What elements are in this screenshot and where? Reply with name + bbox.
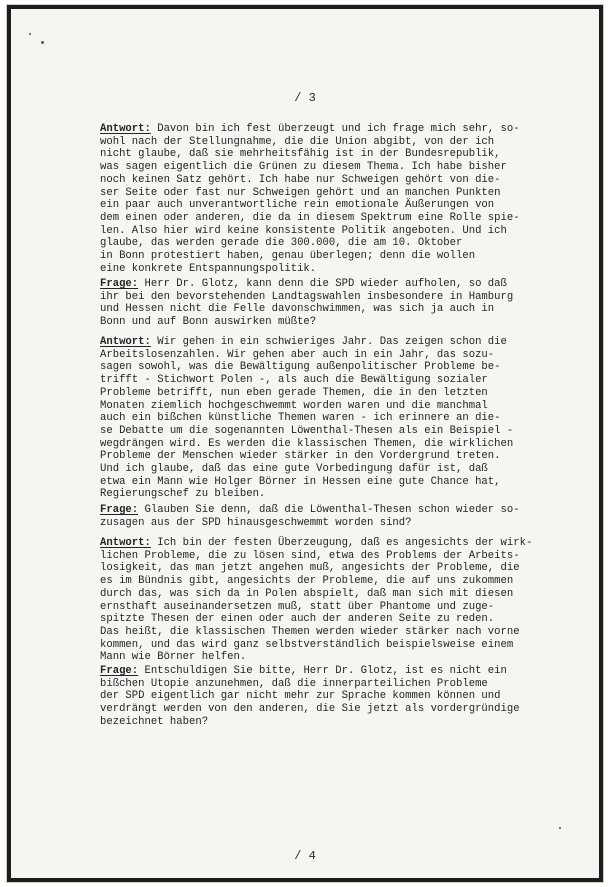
- text-line: Davon bin ich fest überzeugt und ich frage mich sehr, so-: [150, 123, 520, 135]
- speaker-label: Frage:: [100, 665, 139, 677]
- scan-speck: [559, 827, 561, 829]
- page-number-top: / 3: [294, 91, 316, 105]
- text-line: bißchen Utopie anzunehmen, daß die innerparteilichen Probleme: [100, 677, 488, 690]
- scan-speck: [29, 33, 31, 35]
- question-block-2: [100, 504, 592, 529]
- text-line: in Bonn protestiert haben, genau überlegen; denn die wollen: [100, 250, 476, 263]
- text-line: der SPD eigentlich gar nicht mehr zur Sprache kommen können und: [100, 690, 501, 703]
- text-line: Probleme der Menschen wieder stärker in den Vordergrund treten.: [100, 450, 501, 463]
- scan-speck: [41, 41, 44, 44]
- text-line: lichen Probleme, die zu lösen sind, etwa des Problems der Arbeits-: [100, 549, 520, 562]
- question-block-1: [100, 278, 592, 329]
- text-line: wegdrängen wird. Es werden die klassischen Themen, die wirklichen: [100, 437, 514, 450]
- text-line: sagen sowohl, was die Bewältigung außenpolitischer Probleme be-: [100, 361, 501, 374]
- text-line: ein paar auch unverantwortliche rein emotionale Äußerungen von: [100, 199, 495, 212]
- text-line: Wir gehen in ein schwieriges Jahr. Das zeigen schon die: [150, 336, 507, 348]
- text-line: zusagen aus der SPD hinausgeschwemmt worden sind?: [100, 516, 412, 529]
- text-line: ser Seite oder fast nur Schweigen gehört und an manchen Punkten: [100, 186, 501, 199]
- text-line: es im Bündnis gibt, angesichts der Probleme, die auf uns zukommen: [100, 575, 514, 588]
- text-line: glaube, das werden gerade die 300.000, die am 10. Oktober: [100, 237, 463, 250]
- text-line: kommen, und das wird ganz selbstverständlich beispielsweise einem: [100, 638, 514, 651]
- text-line: Bonn und auf Bonn auswirken müßte?: [100, 316, 317, 329]
- text-line: verdrängt werden von den anderen, die Sie jetzt als vordergründige: [100, 703, 520, 716]
- text-line: Entschuldigen Sie bitte, Herr Dr. Glotz, ist es nicht ein: [138, 665, 507, 677]
- speaker-label: Antwort:: [100, 537, 151, 549]
- text-line: etwa ein Mann wie Holger Börner in Hessen eine gute Chance hat,: [100, 475, 501, 488]
- text-line: noch keinen Satz gehört. Ich habe nur Schweigen gehört von die-: [100, 173, 501, 186]
- answer-block-2: [100, 336, 592, 501]
- text-line: und Hessen nicht die Felle davonschwimmen, was sich ja auch in: [100, 303, 495, 316]
- text-line: Ich bin der festen Überzeugung, daß es angesichts der wirk-: [150, 537, 533, 549]
- answer-block-3: [100, 537, 592, 664]
- text-line: trifft - Stichwort Polen -, als auch die Bewältigung sozialer: [100, 374, 488, 387]
- speaker-label: Frage:: [100, 278, 139, 290]
- text-line: Probleme betrifft, nun eben gerade Themen, die in den letzten: [100, 386, 488, 399]
- speaker-label: Antwort:: [100, 336, 151, 348]
- text-line: Herr Dr. Glotz, kann denn die SPD wieder aufholen, so daß: [138, 278, 507, 290]
- text-line: ernsthaft auseinandersetzen muß, statt über Phantome und zuge-: [100, 600, 495, 613]
- text-line: wohl nach der Stellungnahme, die die Union abgibt, von der ich: [100, 135, 495, 148]
- speaker-label: Frage:: [100, 504, 139, 516]
- document-page: [6, 4, 604, 883]
- text-line: dem einen oder anderen, die da in diesem Spektrum eine Rolle spie-: [100, 211, 520, 224]
- text-line: Glauben Sie denn, daß die Löwenthal-Thesen schon wieder so-: [138, 504, 520, 516]
- text-line: eine konkrete Entspannungspolitik.: [100, 262, 317, 275]
- text-line: Regierungschef zu bleiben.: [100, 488, 266, 501]
- question-block-3: [100, 665, 592, 729]
- text-line: bezeichnet haben?: [100, 715, 209, 728]
- text-line: Und ich glaube, daß das eine gute Vorbedingung dafür ist, daß: [100, 463, 488, 476]
- text-line: spitzte Thesen der einen oder auch der anderen Seite zu reden.: [100, 613, 495, 626]
- text-line: was sagen eigentlich die Grünen zu diesem Thema. Ich habe bisher: [100, 161, 507, 174]
- text-line: Mann wie Börner helfen.: [100, 651, 247, 664]
- text-line: durch das, was sich da in Polen abspielt, daß man sich mit diesen: [100, 587, 514, 600]
- speaker-label: Antwort:: [100, 123, 151, 135]
- text-line: ihr bei den bevorstehenden Landtagswahlen insbesondere in Hamburg: [100, 290, 514, 303]
- answer-block-1: [100, 123, 592, 275]
- page-number-bottom: / 4: [294, 849, 316, 863]
- text-line: Das heißt, die klassischen Themen werden wieder stärker nach vorne: [100, 625, 520, 638]
- text-line: len. Also hier wird keine konsistente Politik angeboten. Und ich: [100, 224, 507, 237]
- text-line: auch ein bißchen künstliche Themen waren - ich erinnere an die-: [100, 412, 501, 425]
- text-line: Monaten ziemlich hochgeschwemmt worden waren und die manchmal: [100, 399, 488, 412]
- text-line: nicht glaube, daß sie mehrheitsfähig ist in der Bundesrepublik,: [100, 148, 501, 161]
- text-line: se Debatte um die sogenannten Löwenthal-Thesen als ein Beispiel -: [100, 424, 514, 437]
- text-line: Arbeitslosenzahlen. Wir gehen aber auch in ein Jahr, das sozu-: [100, 348, 495, 361]
- text-line: losigkeit, das man jetzt angehen muß, angesichts der Probleme, die: [100, 562, 520, 575]
